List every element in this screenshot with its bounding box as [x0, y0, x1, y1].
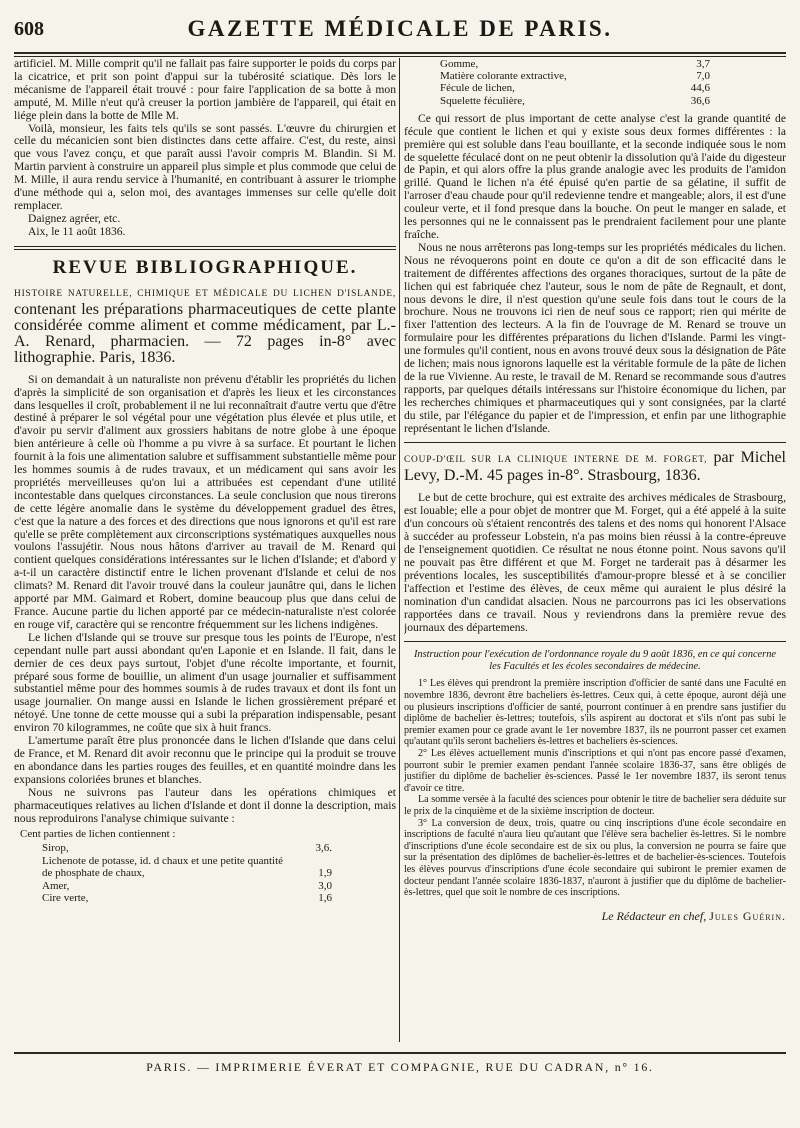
instruction-item-1: 1° Les élèves qui prendront la première inscription d'officier de santé dans une Faculté en novembre 1836, devront être bacheliers ès-lettres. Ceux qui, à cette époque, auront déjà une ou plusieurs inscriptions d'officier de santé, pourront continuer à en prendre sans justifier du diplôme de bachelier ès-lettres; toutefois, s'ils aspirent au doctorat et s'ils n'ont pas subi le premier examen pour ce grade avant le 1er novembre 1837, ils ne pourront passer cet examen qu'autant qu'ils seront bacheliers ès-lettres et bacheliers ès-sciences. — [404, 678, 786, 748]
editor-name: Jules Guérin. — [709, 908, 786, 923]
table-row — [440, 82, 710, 94]
table-cell-name: Lichenote de potasse, id. d chaux et une petite quantité de phosphate de chaux, — [42, 854, 284, 880]
table-cell-name: Sirop, — [42, 842, 69, 854]
letter-paragraph-2: Voilà, monsieur, les faits tels qu'ils se sont passés. L'œuvre du chirurgien et celle du mécanicien sont bien distinctes dans cette affaire. C'est, du reste, ainsi que vous l'avez conçu, et que paraît aussi l'avoir compris M. Blandin. Si M. Martin parvient à construire un appareil plus simple et plus commode que celui de M. Mille, il aura rendu service à l'humanité, en contribuant à assurer le triomphe d'une méthode qui a, selon moi, des avantages immenses sur celle qu'elle doit remplacer. — [14, 121, 396, 212]
printer-imprint: PARIS. — IMPRIMERIE ÉVERAT ET COMPAGNIE, RUE DU CADRAN, n° 16. — [146, 1060, 654, 1074]
page-number: 608 — [14, 18, 44, 40]
table-cell-name: Cire verte, — [42, 892, 89, 905]
editor-signature — [404, 909, 786, 924]
instruction-title: Instruction pour l'exécution de l'ordonnance royale du 9 août 1836, en ce qui concerne les Facultés et les écoles secondaires de médecine. — [413, 649, 777, 673]
table-cell-name: Matière colorante extractive, — [440, 70, 567, 83]
table-cell-name: Squelette féculière, — [440, 94, 525, 107]
table-cell-value: 44,6 — [690, 82, 710, 95]
editor-label: Le Rédacteur en chef, — [601, 908, 707, 923]
analysis-table-left — [42, 842, 332, 905]
book-entry-forget — [404, 450, 786, 484]
instruction-item-2: 2° Les élèves actuellement munis d'inscriptions et qui n'ont pas encore passé d'examen, pourront subir le premier examen pendant l'année scolaire 1836-37, sans être obligés de justifier du diplôme de bachelier ès-sciences. Passé le 1er novembre 1837, ils seront tenus d'avoir ce titre. — [404, 748, 786, 794]
review-paragraph-7: Le but de cette brochure, qui est extraite des archives médicales de Strasbourg, est louable; elle a pour objet de montrer que M. Forget, qui a été appelé à la suite d'un concours où s'étaient rencontrés des talens et des noms qui honorent l'Alsace à succéder au professeur Lobstein, n'a pas moins bien réussi à la contre-épreuve de l'enseignement quotidien. Ce résultat ne nous étonne point. Nous savons qu'il ne pouvait pas être différent et que M. Forget ne tarderait pas à désarmer les préventions locales, les susceptibilités d'amour-propre blessé et à se concilier l'affection et l'estime des élèves, de ceux même qui auraient le plus désiré la nomination d'un candidat alsacien. Nous ne parcourrons pas ici les observations rapportées dans ce travail. Nous y reviendrons dans la première revue des journaux des départemens. — [404, 491, 786, 634]
review-paragraph-3: L'amertume paraît être plus prononcée dans le lichen d'Islande que dans celui de France, et M. Renard dit avoir reconnu que le principe qui la produit se trouve en abondance dans les parties rouges des feuilles, et en quantité moindre dans les expansions coloriées brunes et blanches. — [14, 734, 396, 786]
header-rule — [14, 52, 786, 57]
analysis-table-right — [440, 58, 710, 107]
table-cell-value: 7,0 — [696, 70, 710, 83]
column-divider — [399, 58, 400, 1042]
page-header — [14, 16, 786, 50]
review-paragraph-5: Ce qui ressort de plus important de cette analyse c'est la grande quantité de fécule que contient le lichen et qui y existe sous deux formes différentes : la première qui est soluble dans l'eau bouillante, et la seconde indiquée sous le nom de squelette féculacé dont on ne peut obtenir la dissolution qu'à l'aide du digesteur de Papin, et qui alors offre la plus grande analogie avec les produits de l'amidon grillé. Quand le lichen n'a été épuisé qu'en partie de sa gélatine, il suffit de l'arroser d'eau chaude pour qu'il redevienne tendre et mangeable; alors, il est d'une couleur verte, et il fond presque dans la bouche. On peut le manger en salade, et les personnes qui ne le connaissent pas le prendraient facilement pour une plante fraîche. — [404, 111, 786, 241]
section-divider — [14, 246, 396, 250]
section-divider — [404, 442, 786, 443]
table-cell-value: 3,0 — [318, 879, 332, 892]
table-cell-name: Amer, — [42, 879, 70, 892]
table-row — [42, 892, 332, 905]
table-cell-value: 3,7 — [696, 58, 710, 70]
analysis-heading: Cent parties de lichen contiennent : — [20, 828, 176, 841]
table-row — [440, 58, 710, 70]
footer-rule — [14, 1052, 786, 1054]
letter-place-date: Aix, le 11 août 1836. — [28, 224, 126, 238]
left-column — [14, 58, 396, 1042]
table-cell-name: Fécule de lichen, — [440, 82, 515, 95]
review-paragraph-2: Le lichen d'Islande qui se trouve sur presque tous les points de l'Europe, n'est cependant nulle part aussi abondant qu'en Laponie et en Islande. Il fait, dans le dernier de ces deux pays surtout, l'objet d'une récolte importante, et fournit, préparé sous forme de bouillie, un aliment d'un usage journalier et suffisamment substantiel même pour des hommes soumis à de rudes travaux et dont ils font un usage journalier. On mange aussi en Islande le lichen grossièrement préparé et nétoyé. Une tonne de cette mousse qui a subi la préparation indispensable, pesant environ 70 kilogrammes, ne coûte que six à huit francs. — [14, 630, 396, 735]
book-title-smallcaps: COUP-D'ŒIL SUR LA CLINIQUE INTERNE DE M. FORGET, — [404, 455, 708, 466]
letter-signoff: Daignez agréer, etc. — [28, 211, 121, 225]
gazette-title: GAZETTE MÉDICALE DE PARIS. — [187, 16, 613, 41]
table-cell-value: 3,6. — [315, 842, 332, 854]
table-row — [440, 95, 710, 107]
table-cell-name: Gomme, — [440, 58, 479, 70]
book-title-rest: par Michel Levy, D.-M. 45 pages in-8°. Strasbourg, 1836. — [404, 449, 786, 485]
table-cell-value: 1,9 — [318, 867, 332, 880]
book-title-rest: contenant les préparations pharmaceutiques de cette plante considérée comme aliment et comme médicament, par L.-A. Renard, pharmacien. — 72 pages in-8° avec lithographie. Paris, 1836. — [14, 300, 396, 366]
right-column — [404, 58, 786, 1042]
book-entry-lichen — [14, 285, 396, 366]
letter-paragraph-1: artificiel. M. Mille comprit qu'il ne fallait pas faire supporter le poids du corps par la cicatrice, et prit son point d'appui sur la tubérosité sciatique. Dès lors le mécanisme de l'appareil était trouvé : pour faire l'application de sa botte à mon amputé, M. Mille n'eut qu'à creuser la portion jambière de l'appareil, qui était en liége plein dans la botte de Mlle M. — [14, 58, 396, 122]
section-title: REVUE BIBLIOGRAPHIQUE. — [52, 256, 358, 278]
table-cell-value: 1,6 — [318, 892, 332, 905]
table-row — [42, 842, 332, 855]
table-cell-value: 36,6 — [690, 94, 710, 107]
review-paragraph-4: Nous ne suivrons pas l'auteur dans les opérations chimiques et pharmaceutiques relatives au lichen d'Islande et dont il donne la description, mais nous reproduirons l'analyse chimique suivante : — [14, 785, 396, 825]
instruction-item-3: La somme versée à la faculté des sciences pour obtenir le titre de bachelier sera déduite sur le prix de la cinquième et de la sixième inscription de docteur. — [404, 794, 786, 817]
instruction-item-4: 3° La conversion de deux, trois, quatre ou cinq inscriptions d'une école secondaire en inscriptions de faculté n'aura lieu qu'autant que l'élève sera bachelier ès-lettres. Si le nombre d'inscriptions d'une école secondaire est de six ou plus, la conversion ne pourra se faire que sur la présentation des diplômes de bachelier-ès-lettres et de bachelier-ès-sciences. Toutefois les élèves pourvus d'inscriptions d'une école secondaire qui subiront le premier examen de docteur pendant l'année scolaire 1836-1837, n'auront à justifier que du diplôme de bachelier-ès-lettres, quel que soit le nombre de ces inscriptions. — [404, 817, 786, 899]
book-title-smallcaps: HISTOIRE NATURELLE, CHIMIQUE ET MÉDICALE DU LICHEN D'ISLANDE, — [14, 288, 396, 299]
table-row — [42, 855, 332, 880]
review-paragraph-6: Nous ne nous arrêterons pas long-temps sur les propriétés médicales du lichen. Nous ne révoquerons point en doute ce qu'on a dit de son efficacité dans le traitement de différentes affections des organes thoraciques, surtout de la pâte de lichen qui est fabriquée chez l'auteur, sous le nom de pâte de Regnault, et dont, nous devons le dire, il n'est question qu'une seule fois dans tout le cours de la brochure. Nous ne trouvons ici rien de neuf sous ce rapport; rien qui mérite de fixer l'attention des lecteurs. A la fin de l'ouvrage de M. Renard se trouve un formulaire pour les différentes préparations du lichen d'Islande. Parmi les vingt-une formules qu'il contient, nous en avons trouvé deux sous la désignation de Pâte de lichen; mais nous ignorons laquelle est la véritable formule de la pâte de lichen de la rue Vivienne. Au reste, le travail de M. Renard se recommande sous d'autres rapports, par quelques détails intéressans sur l'histoire économique du lichen, par les recherches chimiques et pharmaceutiques qui y sont consignées, par la clarté du stile, par l'élégance du papier et de l'impression, et enfin par une lithographie représentant le lichen d'Islande. — [404, 240, 786, 435]
section-divider — [404, 641, 786, 642]
table-row — [440, 70, 710, 82]
review-paragraph-1: Si on demandait à un naturaliste non prévenu d'établir les propriétés du lichen d'après la simplicité de son organisation et d'après les lieux et les circonstances dans lesquelles il croît, probablement il ne lui reconnaîtrait d'autre vertu que d'être destiné à préparer le sol végétal pour une végétation plus élevée et plus utile, et d'avoir pu servir d'aliment aux grossiers habitans de notre globe à une époque bien antérieure à celle où l'homme a pu vivre à sa surface. Et pourtant le lichen fournit à la fois une alimentation salubre et suffisamment substantielle même pour les hommes soumis à de rudes travaux, et un médicament qui sans avoir les propriétés merveilleuses qu'on lui a attribuées est cependant d'une utilité incontestable dans quelques circonstances. La seule conclusion que nous tirerons de cette légère anomalie dans le système du développement graduel des êtres, c'est que la nature a des forces et des directions que nous ignorons et qu'il est rare qu'elle se prête complètement aux circonscriptions systématiques auxquelles nous voulons l'assujétir. Nous nous hâtons d'arriver au travail de M. Renard qui contient quelques considérations intéressantes sur le lichen d'Islande; et d'abord y a-t-il un caractère distinctif entre le lichen provenant d'Islande et celui de nos climats? M. Renard dit l'avoir trouvé dans la couleur jaunâtre qui, dans le lichen apporté par MM. Gaimard et Robert, domine beaucoup plus que dans celui de France. Aucune partie du lichen apporté par ce médecin-naturaliste n'est colorée en rouge vif, caractère qui se rencontre fréquemment sur les lichens indigènes. — [14, 372, 396, 631]
table-row — [42, 880, 332, 893]
